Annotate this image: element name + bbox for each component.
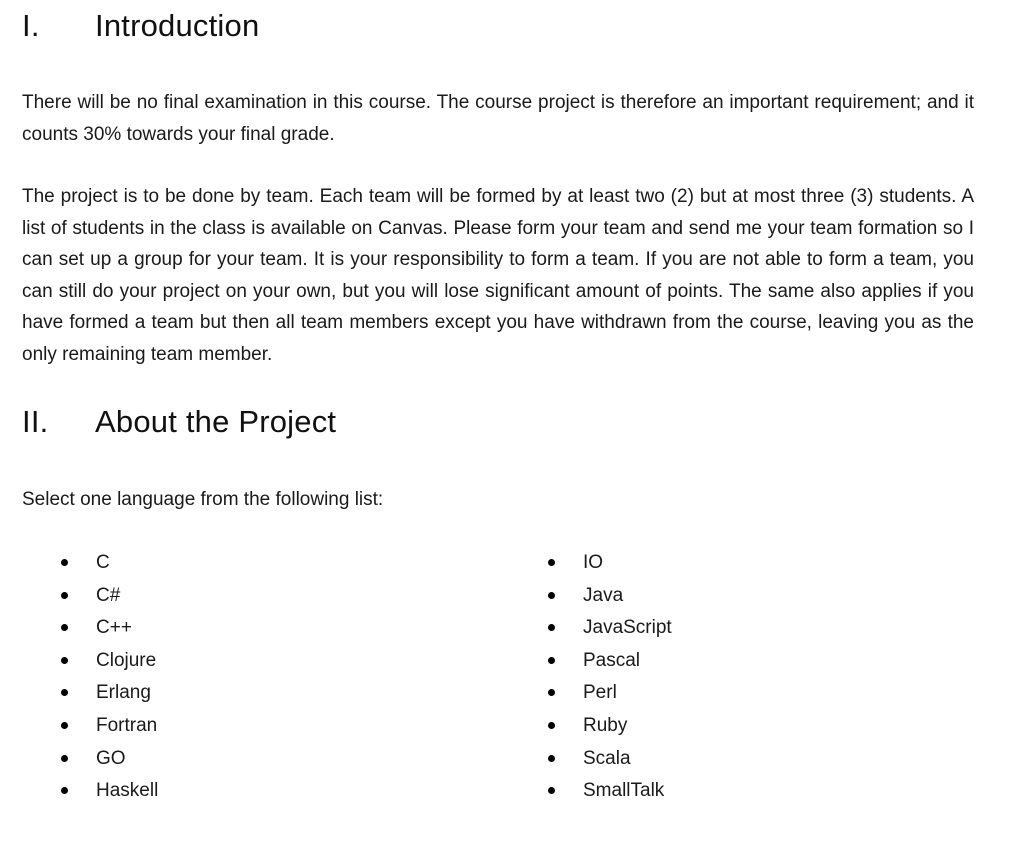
bullet-icon — [60, 580, 96, 613]
intro-paragraph-1: There will be no final examination in this course. The course project is therefore an important requirement; and it counts 30% towards your final grade. — [22, 92, 974, 145]
language-name: JavaScript — [583, 617, 672, 639]
bullet-icon — [60, 612, 96, 645]
language-list-item — [60, 743, 158, 776]
bullet-icon — [60, 775, 96, 808]
language-name: C# — [96, 584, 121, 606]
bullet-icon — [547, 612, 583, 645]
language-list-item — [547, 645, 672, 678]
language-list-item — [547, 580, 672, 613]
bullet-icon — [60, 547, 96, 580]
language-list-right — [547, 547, 672, 808]
section-heading-introduction — [22, 8, 259, 44]
language-list-item — [547, 612, 672, 645]
language-list-item — [547, 547, 672, 580]
language-list-intro: Select one language from the following list: — [22, 489, 384, 510]
bullet-icon — [547, 677, 583, 710]
language-list-item — [547, 677, 672, 710]
bullet-icon — [547, 547, 583, 580]
intro-paragraph-2: The project is to be done by team. Each team will be formed by at least two (2) but at most three (3) students. A list of students in the class is available on Canvas. Please form your team and send me your team formation so I can set up a group for your team. It is your responsibility to form a team. If you are not able to form a team, you can still do your project on your own, but you will lose significant amount of points. The same also applies if you have formed a team but then all team members except you have withdrawn from the course, leaving you as the only remaining team member. — [22, 186, 974, 365]
section-title: About the Project — [95, 404, 337, 439]
language-list-item — [60, 677, 158, 710]
language-list-item — [60, 645, 158, 678]
bullet-icon — [547, 775, 583, 808]
bullet-icon — [547, 710, 583, 743]
section-number: II. — [22, 404, 49, 439]
bullet-icon — [60, 743, 96, 776]
language-list-item — [547, 775, 672, 808]
section-number: I. — [22, 8, 40, 43]
bullet-icon — [60, 710, 96, 743]
language-name: Haskell — [96, 780, 159, 802]
language-list-item — [60, 547, 158, 580]
bullet-icon — [547, 645, 583, 678]
language-name: Perl — [583, 682, 617, 704]
bullet-icon — [60, 645, 96, 678]
bullet-icon — [60, 677, 96, 710]
language-list-item — [547, 710, 672, 743]
section-title: Introduction — [95, 8, 260, 43]
language-name: Ruby — [583, 714, 628, 736]
language-list-item — [547, 743, 672, 776]
language-name: Erlang — [96, 682, 151, 704]
language-list-left — [60, 547, 158, 808]
language-name: Scala — [583, 747, 631, 769]
language-name: Clojure — [96, 649, 157, 671]
language-name: C++ — [96, 617, 132, 639]
language-name: Java — [583, 584, 624, 606]
language-list-item — [60, 775, 158, 808]
language-name: GO — [96, 747, 126, 769]
language-name: IO — [583, 552, 604, 573]
language-list-item — [60, 710, 158, 743]
language-name: Pascal — [583, 649, 641, 671]
language-list-item — [60, 580, 158, 613]
language-name: C — [96, 552, 110, 573]
bullet-icon — [547, 580, 583, 613]
language-name: SmallTalk — [583, 780, 665, 802]
language-list-item — [60, 612, 158, 645]
language-name: Fortran — [96, 714, 158, 736]
bullet-icon — [547, 743, 583, 776]
section-heading-about-project — [22, 404, 336, 440]
